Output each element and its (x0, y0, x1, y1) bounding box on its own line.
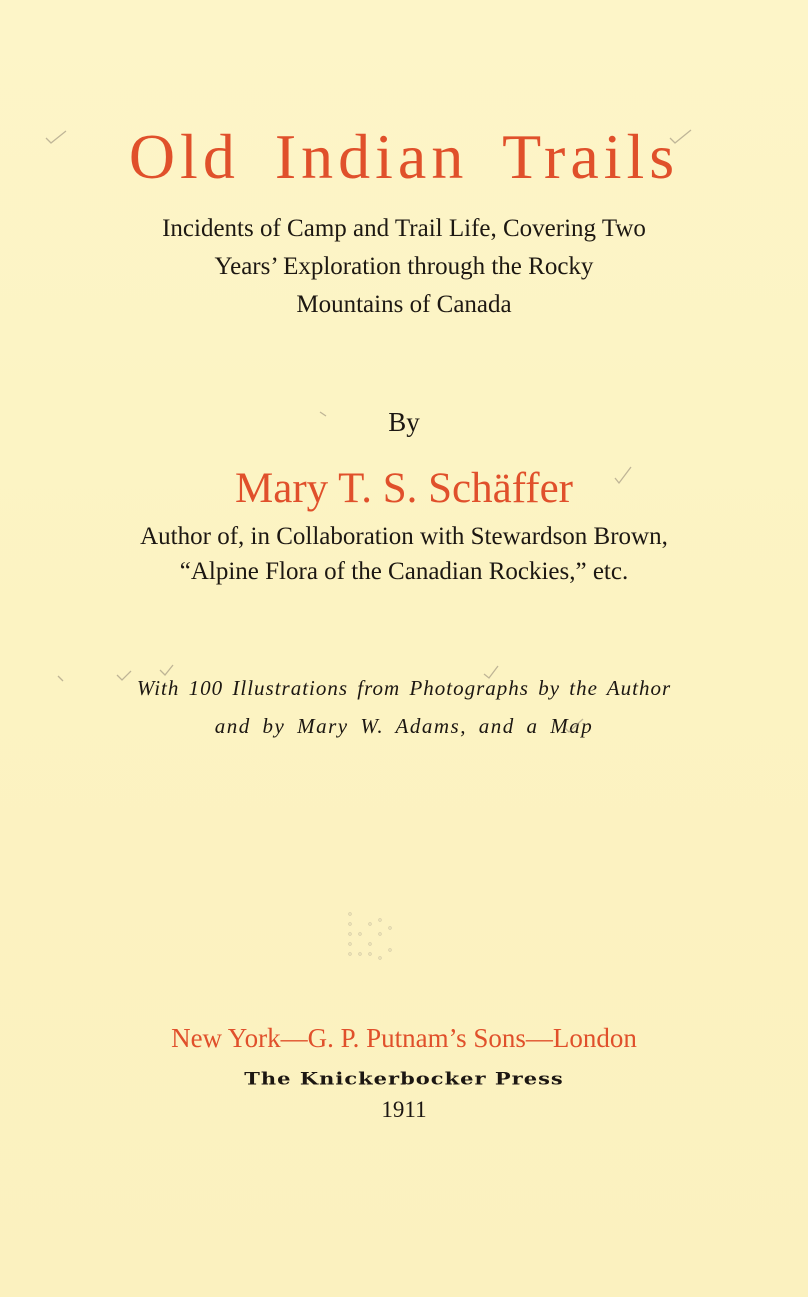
book-title: Old Indian Trails (128, 121, 680, 192)
author-name: Mary T. S. Schäffer (235, 465, 573, 512)
author-credit-line-2: “Alpine Flora of the Canadian Rockies,” etc. (179, 558, 629, 585)
illustrations-note-line-1: With 100 Illustrations from Photographs by the Author (136, 676, 672, 700)
book-subtitle-line-3: Mountains of Canada (296, 291, 512, 318)
perforation-dots-icon (344, 910, 394, 966)
pencil-check-icon (115, 668, 141, 688)
pencil-check-icon (482, 664, 508, 684)
pencil-check-icon (316, 404, 342, 424)
publisher-imprint: New York—G. P. Putnam’s Sons—London (171, 1023, 637, 1053)
pencil-check-icon (56, 670, 82, 690)
pencil-check-icon (612, 466, 638, 486)
pencil-check-icon (668, 126, 694, 146)
book-subtitle-line-1: Incidents of Camp and Trail Life, Covering Two (162, 215, 646, 242)
author-credit-line-1: Author of, in Collaboration with Stewardson Brown, (140, 523, 668, 550)
pencil-check-icon (562, 716, 588, 736)
pencil-check-icon (158, 662, 184, 682)
byline: By (388, 407, 420, 437)
book-subtitle-line-2: Years’ Exploration through the Rocky (214, 253, 594, 280)
pencil-check-icon (44, 128, 70, 148)
publication-year: 1911 (381, 1097, 427, 1122)
illustrations-note-line-2: and by Mary W. Adams, and a Map (214, 714, 594, 738)
press-name: The Knickerbocker Press (244, 1068, 564, 1089)
